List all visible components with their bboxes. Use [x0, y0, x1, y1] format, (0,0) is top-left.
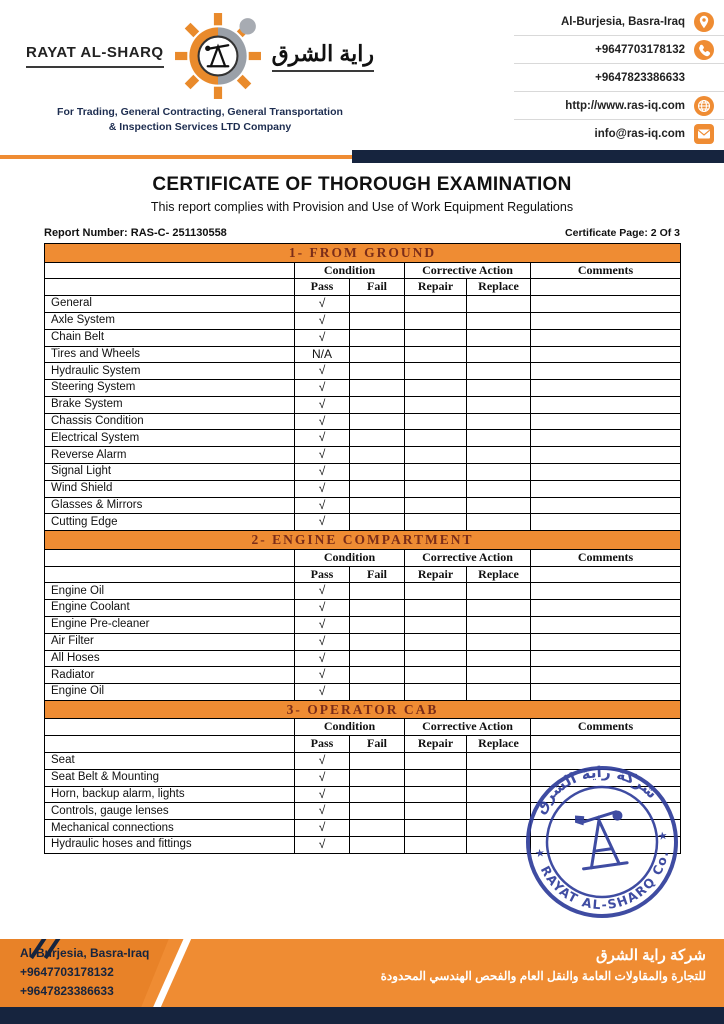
fail-cell	[350, 363, 405, 380]
comments-cell	[531, 346, 681, 363]
repair-cell	[405, 413, 467, 430]
comments-cell	[531, 803, 681, 820]
contact-row	[514, 36, 724, 64]
fail-cell	[350, 413, 405, 430]
report-info-row	[44, 227, 680, 239]
item-cell: Horn, backup alarm, lights	[45, 786, 295, 803]
footer-address: Al-Burjesia, Basra-Iraq	[20, 946, 150, 960]
empty-header-cell	[45, 549, 295, 566]
pass-cell: √	[295, 312, 350, 329]
fail-header: Fail	[350, 279, 405, 296]
comments-header: Comments	[531, 549, 681, 566]
comments-cell	[531, 380, 681, 397]
item-cell: Mechanical connections	[45, 820, 295, 837]
replace-cell	[467, 753, 531, 770]
empty-header-cell	[531, 279, 681, 296]
repair-cell	[405, 684, 467, 701]
repair-cell	[405, 480, 467, 497]
fail-cell	[350, 583, 405, 600]
repair-cell	[405, 583, 467, 600]
pass-cell: √	[295, 480, 350, 497]
table-row	[45, 837, 681, 854]
replace-header: Replace	[467, 736, 531, 753]
pass-header: Pass	[295, 736, 350, 753]
table-row	[45, 329, 681, 346]
table-row	[45, 633, 681, 650]
pass-cell: √	[295, 296, 350, 313]
empty-header-cell	[531, 736, 681, 753]
pass-header: Pass	[295, 279, 350, 296]
item-cell: Seat Belt & Mounting	[45, 769, 295, 786]
repair-cell	[405, 464, 467, 481]
contact-list	[514, 8, 724, 148]
comments-cell	[531, 363, 681, 380]
comments-cell	[531, 480, 681, 497]
table-row	[45, 583, 681, 600]
comments-header: Comments	[531, 719, 681, 736]
replace-cell	[467, 684, 531, 701]
repair-cell	[405, 769, 467, 786]
table-row	[45, 600, 681, 617]
divider-ribbon	[0, 148, 724, 166]
repair-cell	[405, 296, 467, 313]
report-number-value: RAS-C- 251130558	[130, 227, 227, 239]
contact-text: http://www.ras-iq.com	[565, 99, 685, 112]
item-cell: Chain Belt	[45, 329, 295, 346]
pass-cell: √	[295, 616, 350, 633]
empty-header-cell	[45, 736, 295, 753]
repair-cell	[405, 786, 467, 803]
table-row	[45, 380, 681, 397]
certificate-page-indicator: Certificate Page: 2 Of 3	[565, 227, 680, 239]
company-name-english: RAYAT AL-SHARQ	[26, 44, 164, 68]
comments-cell	[531, 430, 681, 447]
comments-cell	[531, 312, 681, 329]
pass-cell: √	[295, 447, 350, 464]
item-cell: Controls, gauge lenses	[45, 803, 295, 820]
replace-cell	[467, 616, 531, 633]
header	[0, 0, 724, 168]
contact-row	[514, 120, 724, 148]
replace-header: Replace	[467, 566, 531, 583]
empty-header-cell	[45, 279, 295, 296]
contact-row	[514, 92, 724, 120]
condition-header: Condition	[295, 262, 405, 279]
pass-cell: √	[295, 684, 350, 701]
table-row	[45, 497, 681, 514]
table-row	[45, 413, 681, 430]
item-cell: All Hoses	[45, 650, 295, 667]
phone-icon	[694, 40, 714, 60]
pass-cell: √	[295, 600, 350, 617]
footer	[0, 939, 724, 1007]
comments-cell	[531, 497, 681, 514]
report-number-label: Report Number:	[44, 227, 128, 239]
repair-cell	[405, 430, 467, 447]
repair-header: Repair	[405, 279, 467, 296]
repair-cell	[405, 837, 467, 854]
item-cell: Hydraulic System	[45, 363, 295, 380]
stamp-english-text: RAYAT AL-SHARQ Co.	[537, 848, 672, 913]
corrective-action-header: Corrective Action	[405, 719, 531, 736]
table-row	[45, 769, 681, 786]
fail-cell	[350, 616, 405, 633]
comments-cell	[531, 616, 681, 633]
report-number	[44, 227, 227, 239]
fail-cell	[350, 803, 405, 820]
fail-cell	[350, 837, 405, 854]
pass-cell: √	[295, 430, 350, 447]
fail-cell	[350, 633, 405, 650]
pass-header: Pass	[295, 566, 350, 583]
document-subtitle: This report complies with Provision and Use of Work Equipment Regulations	[150, 200, 574, 214]
replace-cell	[467, 769, 531, 786]
repair-cell	[405, 447, 467, 464]
fail-cell	[350, 786, 405, 803]
column-subheader-row	[45, 279, 681, 296]
empty-header-cell	[45, 566, 295, 583]
comments-cell	[531, 769, 681, 786]
table-row	[45, 684, 681, 701]
fail-cell	[350, 396, 405, 413]
fail-cell	[350, 447, 405, 464]
replace-cell	[467, 514, 531, 531]
table-row	[45, 667, 681, 684]
repair-cell	[405, 329, 467, 346]
location-pin-icon	[694, 12, 714, 32]
section-title-2: 2- ENGINE COMPARTMENT	[45, 531, 681, 550]
item-cell: Axle System	[45, 312, 295, 329]
replace-cell	[467, 480, 531, 497]
pass-cell: √	[295, 380, 350, 397]
repair-cell	[405, 650, 467, 667]
item-cell: Tires and Wheels	[45, 346, 295, 363]
pass-cell: √	[295, 396, 350, 413]
company-tagline	[30, 105, 370, 134]
repair-cell	[405, 633, 467, 650]
repair-header: Repair	[405, 566, 467, 583]
contact-row	[514, 8, 724, 36]
fail-cell	[350, 480, 405, 497]
table-row	[45, 650, 681, 667]
fail-cell	[350, 753, 405, 770]
stamp-arabic-text: شركة راية الشرق	[530, 762, 662, 817]
bottom-bar	[0, 1007, 724, 1024]
repair-cell	[405, 363, 467, 380]
replace-cell	[467, 464, 531, 481]
comments-cell	[531, 753, 681, 770]
fail-cell	[350, 820, 405, 837]
repair-cell	[405, 753, 467, 770]
section-title-3: 3- OPERATOR CAB	[45, 700, 681, 719]
table-row	[45, 430, 681, 447]
column-subheader-row	[45, 736, 681, 753]
replace-cell	[467, 667, 531, 684]
email-icon	[694, 124, 714, 144]
table-row	[45, 616, 681, 633]
table-row	[45, 346, 681, 363]
table-row	[45, 296, 681, 313]
pass-cell: √	[295, 820, 350, 837]
fail-cell	[350, 346, 405, 363]
orange-divider-line	[0, 155, 385, 159]
pass-cell: √	[295, 363, 350, 380]
table-row	[45, 447, 681, 464]
table-row	[45, 464, 681, 481]
comments-cell	[531, 413, 681, 430]
fail-cell	[350, 600, 405, 617]
gear-pumpjack-logo-icon	[174, 12, 262, 100]
item-cell: Brake System	[45, 396, 295, 413]
item-cell: Engine Pre-cleaner	[45, 616, 295, 633]
fail-cell	[350, 296, 405, 313]
pass-cell: √	[295, 413, 350, 430]
empty-header-cell	[45, 719, 295, 736]
fail-cell	[350, 514, 405, 531]
comments-cell	[531, 820, 681, 837]
svg-text:RAYAT AL-SHARQ Co.	[537, 846, 679, 921]
table-row	[45, 396, 681, 413]
footer-phone-2: +9647823386633	[20, 984, 114, 999]
fail-cell	[350, 497, 405, 514]
comments-cell	[531, 514, 681, 531]
replace-cell	[467, 803, 531, 820]
column-group-header-row	[45, 549, 681, 566]
footer-contact-block	[20, 944, 149, 1002]
condition-header: Condition	[295, 549, 405, 566]
repair-cell	[405, 346, 467, 363]
column-group-header-row	[45, 719, 681, 736]
item-cell: Cutting Edge	[45, 514, 295, 531]
contact-text: Al-Burjesia, Basra-Iraq	[561, 15, 685, 28]
contact-row	[514, 64, 724, 92]
pass-cell: √	[295, 583, 350, 600]
item-cell: Signal Light	[45, 464, 295, 481]
footer-arabic-block	[381, 946, 706, 983]
table-row	[45, 514, 681, 531]
replace-cell	[467, 650, 531, 667]
footer-phone-1: +9647703178132	[20, 965, 114, 980]
item-cell: Air Filter	[45, 633, 295, 650]
column-group-header-row	[45, 262, 681, 279]
item-cell: Wind Shield	[45, 480, 295, 497]
stamp-star-left: ★	[534, 847, 546, 861]
repair-cell	[405, 380, 467, 397]
company-logo	[26, 12, 374, 134]
stamp-star-right: ★	[657, 829, 669, 844]
item-cell: Chassis Condition	[45, 413, 295, 430]
section-header-row	[45, 531, 681, 550]
item-cell: Hydraulic hoses and fittings	[45, 837, 295, 854]
fail-header: Fail	[350, 566, 405, 583]
item-cell: Engine Coolant	[45, 600, 295, 617]
comments-cell	[531, 786, 681, 803]
pass-cell: √	[295, 514, 350, 531]
corrective-action-header: Corrective Action	[405, 262, 531, 279]
replace-cell	[467, 497, 531, 514]
repair-cell	[405, 616, 467, 633]
replace-cell	[467, 396, 531, 413]
replace-cell	[467, 413, 531, 430]
comments-cell	[531, 464, 681, 481]
section-header-row	[45, 700, 681, 719]
contact-text: +9647703178132	[595, 43, 685, 56]
fail-cell	[350, 650, 405, 667]
repair-cell	[405, 803, 467, 820]
comments-header: Comments	[531, 262, 681, 279]
inspection-table	[44, 243, 681, 854]
comments-cell	[531, 650, 681, 667]
item-cell: Reverse Alarm	[45, 447, 295, 464]
fail-cell	[350, 312, 405, 329]
comments-cell	[531, 600, 681, 617]
fail-cell	[350, 769, 405, 786]
table-row	[45, 803, 681, 820]
pass-cell: √	[295, 633, 350, 650]
comments-cell	[531, 667, 681, 684]
fail-cell	[350, 684, 405, 701]
comments-cell	[531, 684, 681, 701]
comments-cell	[531, 329, 681, 346]
table-row	[45, 753, 681, 770]
replace-cell	[467, 447, 531, 464]
comments-cell	[531, 447, 681, 464]
item-cell: Steering System	[45, 380, 295, 397]
contact-text: +9647823386633	[595, 71, 685, 84]
item-cell: Seat	[45, 753, 295, 770]
repair-cell	[405, 600, 467, 617]
replace-cell	[467, 786, 531, 803]
table-row	[45, 786, 681, 803]
tagline-line-2: & Inspection Services LTD Company	[108, 120, 292, 133]
item-cell: Engine Oil	[45, 583, 295, 600]
repair-cell	[405, 514, 467, 531]
pass-cell: √	[295, 753, 350, 770]
footer-description-arabic: للتجارة والمقاولات العامة والنقل العام والفحص الهندسي المحدودة	[380, 969, 706, 983]
item-cell: Electrical System	[45, 430, 295, 447]
empty-header-cell	[45, 262, 295, 279]
replace-cell	[467, 312, 531, 329]
table-row	[45, 312, 681, 329]
pass-cell: √	[295, 464, 350, 481]
item-cell: Glasses & Mirrors	[45, 497, 295, 514]
replace-cell	[467, 820, 531, 837]
comments-cell	[531, 396, 681, 413]
item-cell: Radiator	[45, 667, 295, 684]
pass-cell: √	[295, 837, 350, 854]
fail-cell	[350, 329, 405, 346]
repair-header: Repair	[405, 736, 467, 753]
repair-cell	[405, 497, 467, 514]
replace-cell	[467, 600, 531, 617]
contact-text: info@ras-iq.com	[594, 128, 685, 140]
repair-cell	[405, 312, 467, 329]
company-name-arabic: راية الشرق	[272, 41, 374, 72]
footer-company-arabic: شركة راية الشرق	[595, 947, 706, 964]
replace-cell	[467, 329, 531, 346]
comments-cell	[531, 583, 681, 600]
pass-cell: √	[295, 329, 350, 346]
fail-cell	[350, 667, 405, 684]
comments-cell	[531, 633, 681, 650]
pass-cell: √	[295, 786, 350, 803]
column-subheader-row	[45, 566, 681, 583]
item-cell: Engine Oil	[45, 684, 295, 701]
document-title: CERTIFICATE OF THOROUGH EXAMINATION	[152, 174, 572, 195]
replace-cell	[467, 633, 531, 650]
corrective-action-header: Corrective Action	[405, 549, 531, 566]
comments-cell	[531, 837, 681, 854]
fail-cell	[350, 430, 405, 447]
replace-cell	[467, 837, 531, 854]
empty-header-cell	[531, 566, 681, 583]
fail-cell	[350, 464, 405, 481]
replace-cell	[467, 583, 531, 600]
item-cell: General	[45, 296, 295, 313]
pass-cell: N/A	[295, 346, 350, 363]
pass-cell: √	[295, 650, 350, 667]
fail-header: Fail	[350, 736, 405, 753]
tagline-line-1: For Trading, General Contracting, General Transportation	[57, 106, 343, 118]
repair-cell	[405, 396, 467, 413]
pass-cell: √	[295, 803, 350, 820]
fail-cell	[350, 380, 405, 397]
repair-cell	[405, 667, 467, 684]
table-row	[45, 480, 681, 497]
table-row	[45, 363, 681, 380]
table-row	[45, 820, 681, 837]
replace-cell	[467, 430, 531, 447]
replace-cell	[467, 296, 531, 313]
pass-cell: √	[295, 769, 350, 786]
replace-cell	[467, 380, 531, 397]
pass-cell: √	[295, 667, 350, 684]
navy-divider-bar	[352, 150, 724, 163]
section-header-row	[45, 244, 681, 263]
pass-cell: √	[295, 497, 350, 514]
comments-cell	[531, 296, 681, 313]
repair-cell	[405, 820, 467, 837]
replace-cell	[467, 363, 531, 380]
section-title-1: 1- FROM GROUND	[45, 244, 681, 263]
replace-cell	[467, 346, 531, 363]
condition-header: Condition	[295, 719, 405, 736]
globe-icon	[694, 96, 714, 116]
replace-header: Replace	[467, 279, 531, 296]
